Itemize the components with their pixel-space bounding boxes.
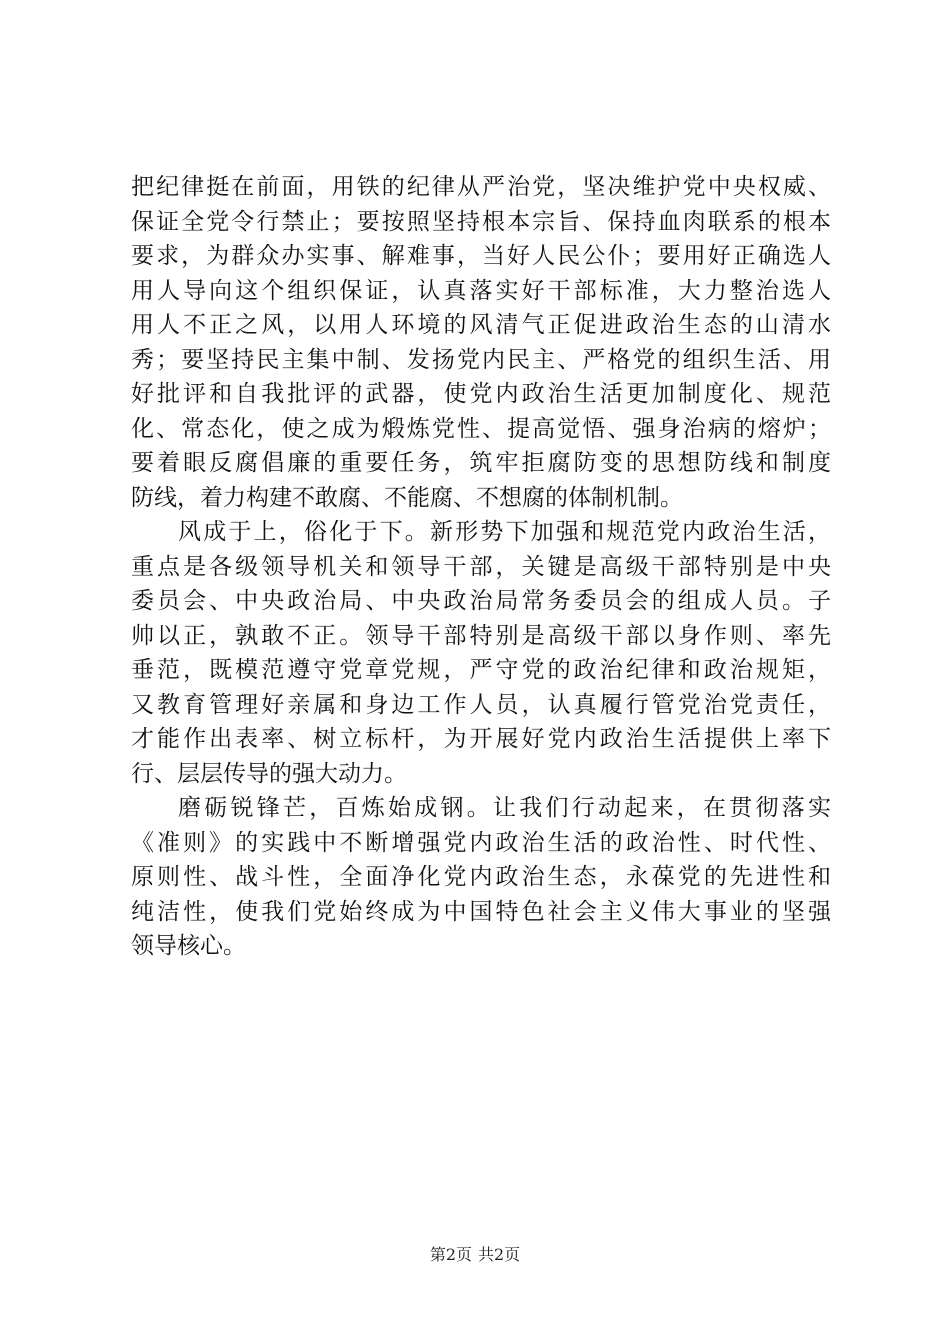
page-total: 共2页 [478, 1245, 521, 1264]
text-line: 《准则》的实践中不断增强党内政治生活的政治性、时代性、 [131, 829, 831, 856]
text-line: 用人不正之风，以用人环境的风清气正促进政治生态的山清水 [131, 312, 831, 338]
text-line: 要着眼反腐倡廉的重要任务，筑牢拒腐防变的思想防线和制度 [131, 450, 831, 476]
text-line: 秀；要坚持民主集中制、发扬党内民主、严格党的组织生活、用 [131, 346, 831, 373]
text-line: 保证全党令行禁止；要按照坚持根本宗旨、保持血肉联系的根本 [131, 208, 831, 235]
paragraph-2 [131, 515, 831, 791]
text-line: 才能作出表率、树立标杆，为开展好党内政治生活提供上率下 [131, 726, 831, 752]
text-line: 帅以正，孰敢不正。领导干部特别是高级干部以身作则、率先 [131, 622, 831, 649]
text-line: 重点是各级领导机关和领导干部，关键是高级干部特别是中央 [131, 553, 831, 580]
page-footer [0, 1244, 950, 1266]
text-line: 纯洁性，使我们党始终成为中国特色社会主义伟大事业的坚强 [131, 898, 831, 925]
text-line: 化、常态化，使之成为煅炼党性、提高觉悟、强身治病的熔炉； [131, 415, 831, 442]
text-line: 风成于上，俗化于下。新形势下加强和规范党内政治生活， [178, 519, 831, 545]
text-line: 好批评和自我批评的武器，使党内政治生活更加制度化、规范 [131, 381, 831, 407]
page-number: 第2页 [429, 1245, 472, 1264]
paragraph-1 [131, 170, 831, 515]
text-line: 垂范，既模范遵守党章党规，严守党的政治纪律和政治规矩， [131, 657, 831, 683]
text-line: 要求，为群众办实事、解难事，当好人民公仆；要用好正确选人 [131, 243, 831, 269]
text-line: 领导核心。 [131, 933, 246, 959]
text-line: 行、层层传导的强大动力。 [131, 760, 407, 787]
text-line: 用人导向这个组织保证，认真落实好干部标准，大力整治选人 [131, 277, 831, 304]
document-body [131, 170, 831, 964]
text-line: 又教育管理好亲属和身边工作人员，认真履行管党治党责任， [131, 691, 831, 718]
text-line: 防线，着力构建不敢腐、不能腐、不想腐的体制机制。 [131, 484, 683, 511]
paragraph-3 [131, 791, 831, 964]
text-line: 委员会、中央政治局、中央政治局常务委员会的组成人员。子 [131, 588, 831, 614]
text-line: 把纪律挺在前面，用铁的纪律从严治党，坚决维护党中央权威、 [131, 174, 831, 200]
text-line: 原则性、战斗性，全面净化党内政治生态，永葆党的先进性和 [131, 864, 831, 890]
text-line: 磨砺锐锋芒，百炼始成钢。让我们行动起来，在贯彻落实 [178, 795, 831, 821]
